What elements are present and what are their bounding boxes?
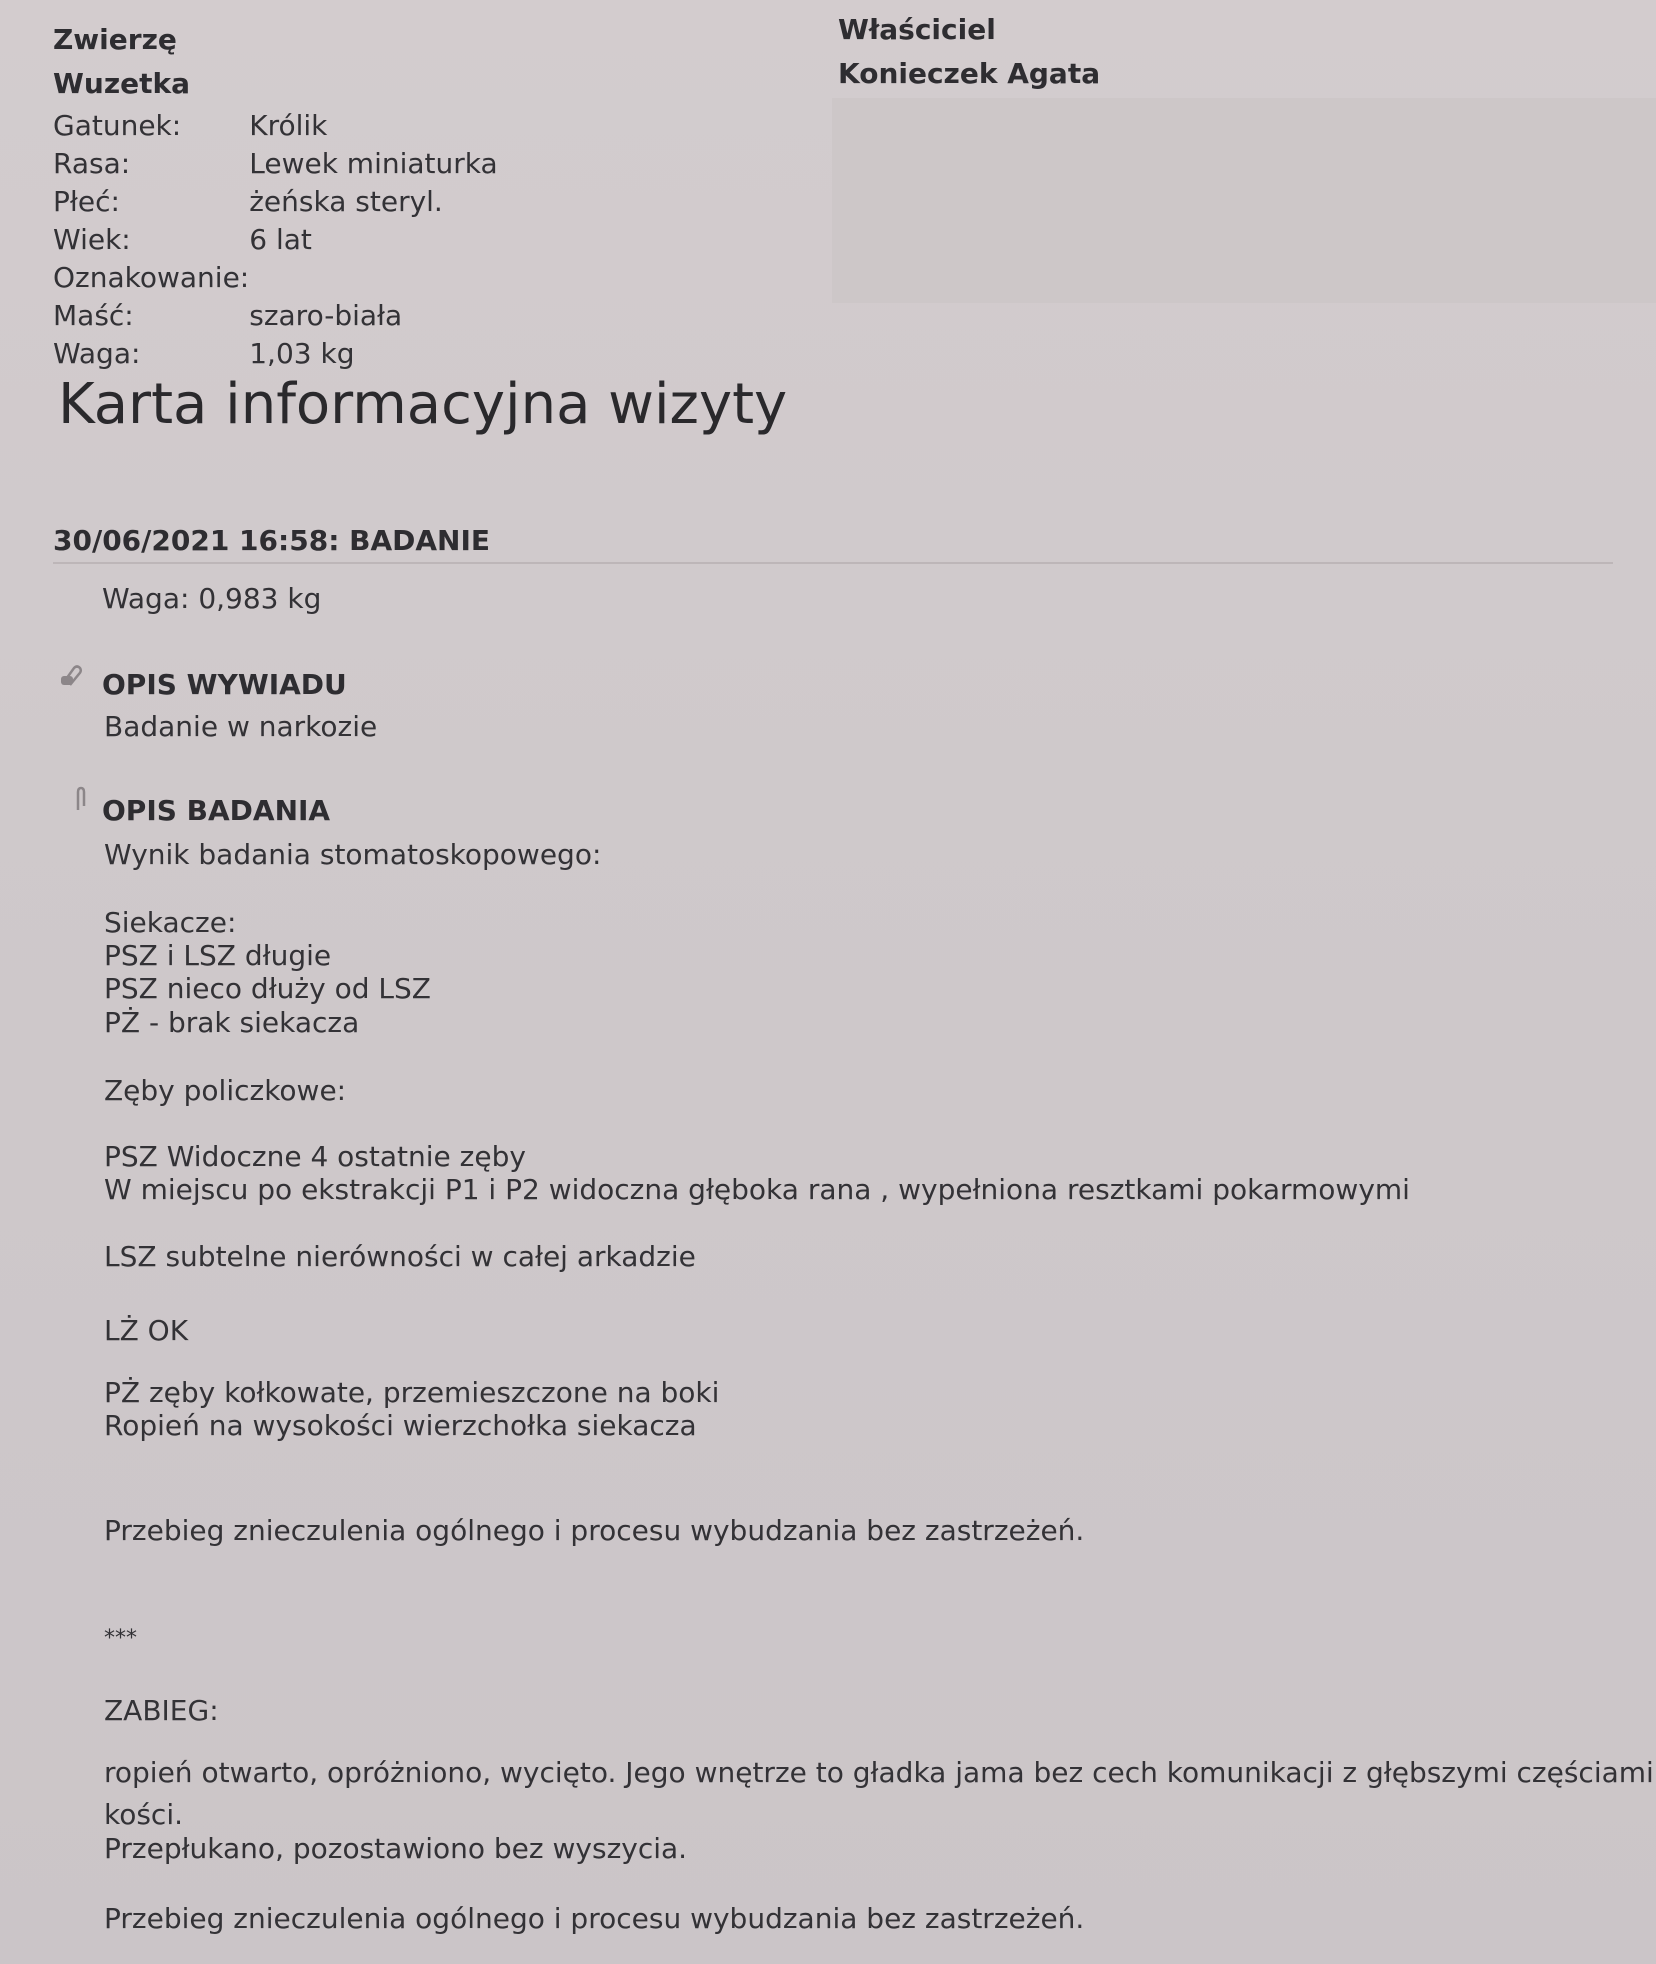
field-value: Lewek miniaturka xyxy=(249,146,498,180)
separator-mark: *** xyxy=(104,1626,137,1651)
field-value: szaro-biała xyxy=(249,298,403,332)
field-row xyxy=(53,334,498,372)
field-label: Gatunek: xyxy=(53,108,182,142)
field-row xyxy=(53,220,498,258)
field-label: Wiek: xyxy=(53,222,131,256)
exam-line: PSZ Widoczne 4 ostatnie zęby xyxy=(104,1140,526,1173)
field-label: Oznakowanie: xyxy=(53,260,250,294)
document-title: Karta informacyjna wizyty xyxy=(58,372,788,437)
exam-line: W miejscu po ekstrakcji P1 i P2 widoczna głęboka rana , wypełniona resztkami pokarmowymi xyxy=(104,1173,1410,1206)
exam-line: ropień otwarto, opróżniono, wycięto. Jego wnętrze to gładka jama bez cech komunikacji z głębszymi częściami xyxy=(104,1756,1654,1789)
field-row xyxy=(53,106,498,144)
animal-name: Wuzetka xyxy=(53,67,191,100)
field-label: Maść: xyxy=(53,298,134,332)
exam-line: ZABIEG: xyxy=(104,1694,219,1727)
owner-heading: Właściciel xyxy=(838,13,996,46)
animal-heading: Zwierzę xyxy=(53,23,177,56)
exam-line: PSZ nieco dłuży od LSZ xyxy=(104,972,431,1005)
exam-line: kości. xyxy=(104,1798,184,1831)
field-value: 6 lat xyxy=(249,222,312,256)
field-value: żeńska steryl. xyxy=(249,184,443,218)
field-row xyxy=(53,182,498,220)
field-row xyxy=(53,296,498,334)
exam-line: Przepłukano, pozostawiono bez wyszycia. xyxy=(104,1832,688,1865)
redacted-area xyxy=(832,98,1656,303)
field-value: 1,03 kg xyxy=(249,336,355,370)
field-row xyxy=(53,144,498,182)
exam-line: Zęby policzkowe: xyxy=(104,1074,347,1107)
interview-text: Badanie w narkozie xyxy=(104,710,378,743)
exam-line: LŻ OK xyxy=(104,1314,189,1347)
paperclip-icon xyxy=(58,662,84,688)
exam-line: Przebieg znieczulenia ogólnego i procesu wybudzania bez zastrzeżeń. xyxy=(104,1902,1085,1935)
exam-line: Wynik badania stomatoskopowego: xyxy=(104,838,602,871)
exam-title: OPIS BADANIA xyxy=(102,794,331,827)
field-value: Królik xyxy=(249,108,328,142)
field-row xyxy=(53,258,498,296)
exam-line: LSZ subtelne nierówności w całej arkadzie xyxy=(104,1240,696,1273)
field-label: Płeć: xyxy=(53,184,120,218)
owner-name: Konieczek Agata xyxy=(838,57,1101,90)
field-label: Waga: xyxy=(53,336,141,370)
exam-line: PŻ - brak siekacza xyxy=(104,1006,360,1039)
animal-info xyxy=(53,18,813,372)
exam-line: Siekacze: xyxy=(104,906,237,939)
visit-header: 30/06/2021 16:58: BADANIE xyxy=(53,520,1613,564)
interview-title: OPIS WYWIADU xyxy=(102,668,347,701)
owner-info xyxy=(838,8,1538,96)
field-label: Rasa: xyxy=(53,146,131,180)
exam-line: Przebieg znieczulenia ogólnego i procesu wybudzania bez zastrzeżeń. xyxy=(104,1514,1085,1547)
exam-line: Ropień na wysokości wierzchołka siekacza xyxy=(104,1409,697,1442)
paperclip-icon xyxy=(68,786,94,812)
exam-line: PSZ i LSZ długie xyxy=(104,939,332,972)
exam-line: PŻ zęby kołkowate, przemieszczone na boki xyxy=(104,1376,720,1409)
field-value xyxy=(249,258,497,296)
visit-weight: Waga: 0,983 kg xyxy=(102,582,322,615)
animal-fields xyxy=(53,106,498,372)
